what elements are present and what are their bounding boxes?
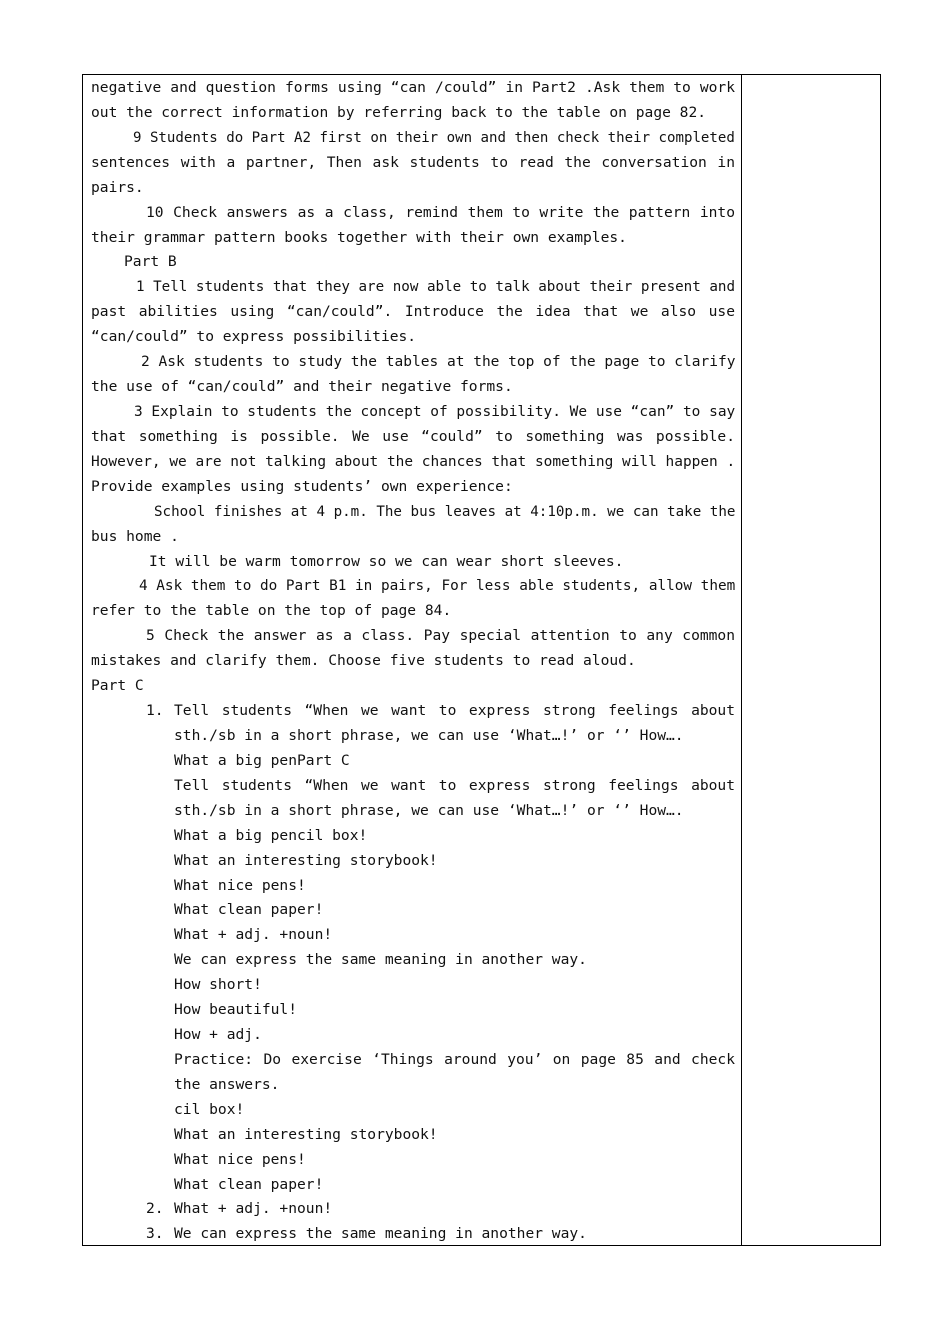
text-line [91,699,735,724]
text-line [91,201,735,226]
text-line [91,1197,735,1222]
line-text: Provide examples using students’ own experience: [91,477,513,495]
text-line [91,275,735,300]
text-line [91,226,735,251]
line-text: bus home . [91,527,179,545]
line-text: What clean paper! [174,901,324,919]
line-text: Part B [124,253,177,271]
text-line [91,500,735,525]
line-text: Part C [91,677,144,695]
line-text: What nice pens! [174,1150,306,1168]
line-text: School finishes at 4 p.m. The bus leaves at 4:10p.m. we can take the [154,502,735,520]
line-text: pairs. [91,178,144,196]
text-line [91,76,735,101]
line-text: 4 Ask them to do Part B1 in pairs, For less able students, allow them [139,577,735,595]
line-text: We can express the same meaning in another way. [174,951,587,969]
text-line [91,250,735,275]
line-text: their grammar pattern books together with their own examples. [91,228,627,246]
line-text: What + adj. +noun! [174,1200,333,1218]
text-line [91,574,735,599]
text-line [91,425,735,450]
text-line [91,774,735,799]
text-line [91,724,735,749]
line-text: However, we are not talking about the chances that something will happen . [91,452,735,470]
text-line [91,126,735,151]
text-line [91,1048,735,1073]
line-text: mistakes and clarify them. Choose five students to read aloud. [91,652,636,670]
text-line [91,1023,735,1048]
text-line [91,1123,735,1148]
text-line [91,1222,735,1247]
text-line [91,824,735,849]
text-line [91,325,735,350]
line-text: How + adj. [174,1026,262,1044]
line-text: What nice pens! [174,876,306,894]
line-text: refer to the table on the top of page 84. [91,602,452,620]
line-text: 10 Check answers as a class, remind them to write the pattern into [146,203,735,221]
line-text: What an interesting storybook! [174,1125,438,1143]
line-text: past abilities using “can/could”. Introduce the idea that we also use [91,303,735,321]
text-line [91,375,735,400]
text-line [91,674,735,699]
lesson-content-cell [91,76,735,1247]
list-number: 3. [146,1225,164,1243]
text-line [91,400,735,425]
text-line [91,799,735,824]
text-line [91,1173,735,1198]
line-text: sth./sb in a short phrase, we can use ‘What…!’ or ‘’ How…. [174,726,684,744]
line-text: cil box! [174,1100,245,1118]
text-line [91,998,735,1023]
line-text: sentences with a partner, Then ask students to read the conversation in [91,153,735,171]
line-text: the answers. [174,1075,280,1093]
line-text: What an interesting storybook! [174,851,438,869]
line-text: What clean paper! [174,1175,324,1193]
line-text: It will be warm tomorrow so we can wear short sleeves. [149,552,624,570]
text-line [91,923,735,948]
text-line [91,450,735,475]
text-line [91,874,735,899]
text-line [91,176,735,201]
line-text: We can express the same meaning in another way. [174,1225,587,1243]
line-text: 2 Ask students to study the tables at the top of the page to clarify [141,353,735,371]
line-text: What a big penPart C [174,751,350,769]
text-line [91,624,735,649]
line-text: How short! [174,976,262,994]
text-line [91,101,735,126]
line-text: 9 Students do Part A2 first on their own and then check their completed [133,128,735,146]
line-text: Practice: Do exercise ‘Things around you’ on page 85 and check [174,1050,735,1068]
text-line [91,599,735,624]
text-line [91,300,735,325]
text-line [91,550,735,575]
line-text: “can/could” to express possibilities. [91,328,417,346]
list-number: 2. [146,1200,164,1218]
line-text: sth./sb in a short phrase, we can use ‘What…!’ or ‘’ How…. [174,801,684,819]
text-line [91,1148,735,1173]
line-text: out the correct information by referring back to the table on page 82. [91,103,707,121]
line-text: negative and question forms using “can /could” in Part2 .Ask them to work [91,79,735,96]
line-text: Tell students “When we want to express strong feelings about [174,702,735,720]
text-line [91,475,735,500]
text-line [91,649,735,674]
text-line [91,749,735,774]
text-line [91,973,735,998]
text-line [91,849,735,874]
line-text: What + adj. +noun! [174,926,333,944]
line-text: What a big pencil box! [174,826,368,844]
text-line [91,151,735,176]
line-text: Tell students “When we want to express strong feelings about [174,776,735,794]
line-text: How beautiful! [174,1001,298,1019]
text-line [91,1073,735,1098]
notes-cell [742,75,880,1245]
text-line [91,525,735,550]
list-number: 1. [146,702,164,720]
line-text: the use of “can/could” and their negative forms. [91,378,513,396]
text-line [91,350,735,375]
line-text: 5 Check the answer as a class. Pay special attention to any common [146,627,735,645]
line-text: that something is possible. We use “could” to something was possible. [91,427,735,445]
line-text: 3 Explain to students the concept of possibility. We use “can” to say [134,402,735,420]
line-text: 1 Tell students that they are now able to talk about their present and [136,278,735,296]
text-line [91,898,735,923]
text-line [91,948,735,973]
text-line [91,1098,735,1123]
